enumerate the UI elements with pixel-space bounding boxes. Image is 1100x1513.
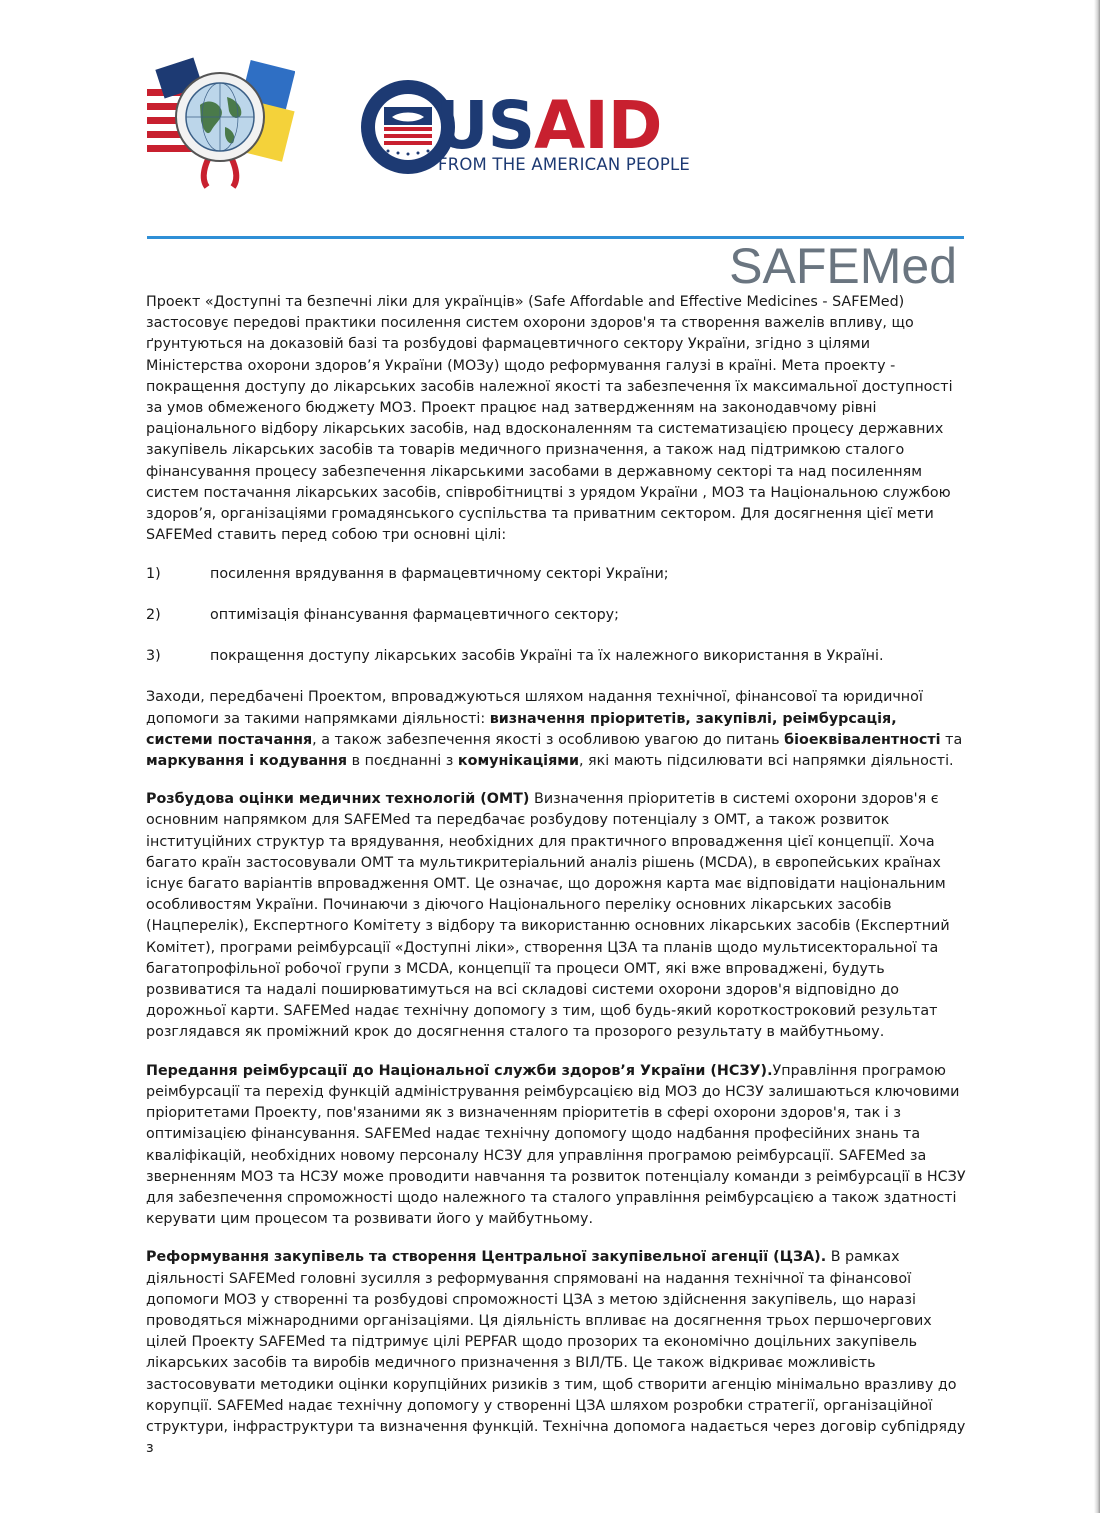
letterhead (145, 55, 965, 195)
goal-number: 1) (146, 566, 161, 583)
usaid-wordmark-aid: AID (534, 87, 662, 164)
goal-text: оптимізація фінансування фармацевтичного сектору; (210, 607, 619, 624)
usaid-wordmark (435, 87, 662, 164)
usaid-tagline: FROM THE AMERICAN PEOPLE (438, 155, 690, 174)
goal-item (146, 605, 966, 626)
section-body: Визначення пріоритетів в системі охорони здоров'я є основним напрямком для SAFEMed та передбачає розбудову потенціалу з ОМТ, а також розвиток інституційних структур та врядування, необхідних для практичного впровадження цієї концепції. Хоча багато країн застосовували ОМТ та мультикритеріальний аналіз рішень (MCDA), в європейських країнах існує багато варіантів впровадження ОМТ. Це означає, що дорожня карта має відповідати національним особливостям України. Починаючи з діючого Національного переліку основних лікарських засобів (Нацперелік), Експертного Комітету з відбору та використанню основних лікарських засобів (Експертний Комітет), програми реімбурсації «Доступні ліки», створення ЦЗА та планів щодо мультисекторальної та багатопрофільної робочої групи з MCDA, концепції та процеси ОМТ, які вже впроваджені, будуть розвиватися та надалі поширюватимуться на всі складові системи охорони здоров'я відповідно до дорожньої карти. SAFEMed надає технічну допомогу з тим, щоб будь-який короткостроковий результат розглядався як проміжний крок до досягнення сталого та прозорого результату в майбутньому. (146, 791, 950, 1041)
goals-list (146, 564, 966, 667)
goal-item (146, 564, 966, 585)
activities-text: в поєднанні з (347, 753, 458, 770)
section-heading: Передання реімбурсації до Національної служби здоров’я України (НСЗУ). (146, 1062, 773, 1079)
document-body (146, 292, 966, 1476)
section-body: В рамках діяльності SAFEMed головні зусилля з реформування спрямовані на надання технічної та фінансової допомоги МОЗ у створенні та розбудові спроможності ЦЗА з метою здійснення закупівель, що наразі проводяться міжнародними організаціями. Ця діяльність впливає на досягнення трьох першочергових цілей Проекту SAFEMed та підтримує цілі PEPFAR щодо прозорих та економічно доцільних закупівель лікарських засобів та виробів медичного призначення з ВІЛ/ТБ. Це також відкриває можливість застосовувати методики оцінки корупційних ризиків з тим, щоб створити агенцію мінімально вразливу до корупції. SAFEMed надає технічну допомогу у створенні ЦЗА шляхом розробки стратегії, організаційної структури, інфраструктури та визначення функцій. Технічна допомога надається через договір субпідряду з (146, 1249, 966, 1457)
activities-text: та (940, 731, 963, 748)
activities-text: , які мають підсилювати всі напрямки діяльності. (578, 753, 954, 770)
activities-bold: маркування і кодування (146, 753, 348, 770)
pepfar-ukraine-emblem-icon (145, 55, 295, 190)
section-reimbursement (146, 1061, 966, 1231)
section-hta (146, 789, 966, 1043)
goal-number: 3) (146, 648, 161, 665)
section-heading: Розбудова оцінки медичних технологій (ОМТ) (146, 791, 530, 808)
section-procurement (146, 1247, 966, 1459)
activities-bold: біоеквівалентності (784, 731, 941, 748)
activities-text: Заходи, передбачені Проектом, впроваджуються шляхом надання технічної, фінансової та юридичної допомоги за такими напрямками діяльності: (146, 689, 923, 727)
section-body: Управління програмою реімбурсації та перехід функцій адміністрування реімбурсацією від МОЗ до НСЗУ залишаються ключовими пріоритетами Проекту, пов'язаними як з визначенням пріоритетів в сфері охорони здоров'я, так і з оптимізацією фінансування. SAFEMed надає технічну допомогу щодо надбання професійних знань та кваліфікацій, необхідних новому персоналу НСЗУ для управління програмою реімбурсації. SAFEMed за зверненням МОЗ та НСЗУ може проводити навчання та розвиток потенціалу команди з реімбурсації в НСЗУ для забезпечення спроможності щодо належного та сталого управління реімбурсацією а також здатності керувати цим процесом та розвивати його у майбутньому. (146, 1062, 966, 1228)
brand-title: SAFEMed (729, 238, 957, 294)
activities-bold: комунікаціями (457, 753, 579, 770)
usaid-wordmark-us: US (435, 87, 535, 164)
intro-paragraph: Проект «Доступні та безпечні ліки для українців» (Safe Affordable and Effective Medicines - SAFEMed) застосовує передові практики посилення систем охорони здоров'я та створення важелів впливу, що ґрунтуються на доказовій базі та розбудові фармацевтичного сектору України, згідно з цілями Міністерства охорони здоров’я України (МОЗу) щодо реформування галузі в країні. Мета проекту - покращення доступу до лікарських засобів належної якості та забезпечення їх максимальної доступності за умов обмеженого бюджету МОЗ. Проект працює над затвердженням на законодавчому рівні раціонального відбору лікарських засобів, над вдосконаленням та систематизацією процесу державних закупівель лікарських засобів та товарів медичного призначення, а також над підтримкою сталого фінансування процесу забезпечення лікарськими засобами в державному секторі та над посиленням систем постачання лікарських засобів, співробітництві з урядом України , МОЗ та Національною службою здоров’я, організаціями громадянського суспільства та приватним сектором. Для досягнення цієї мети SAFEMed ставить перед собою три основні цілі: (146, 294, 953, 544)
activities-bold: визначення пріоритетів, закупівлі, реімбурсація, системи постачання (146, 710, 897, 748)
goal-text: покращення доступу лікарських засобів Україні та їх належного використання в Україні. (210, 648, 884, 665)
section-heading: Реформування закупівель та створення Центральної закупівельної агенції (ЦЗА). (146, 1249, 827, 1266)
scan-edge (1094, 0, 1100, 1513)
goal-item (146, 646, 966, 667)
activities-text: , а також забезпечення якості з особливою увагою до питань (312, 731, 785, 748)
goal-number: 2) (146, 607, 161, 624)
goal-text: посилення врядування в фармацевтичному секторі України; (210, 566, 669, 583)
activities-paragraph (146, 687, 966, 772)
